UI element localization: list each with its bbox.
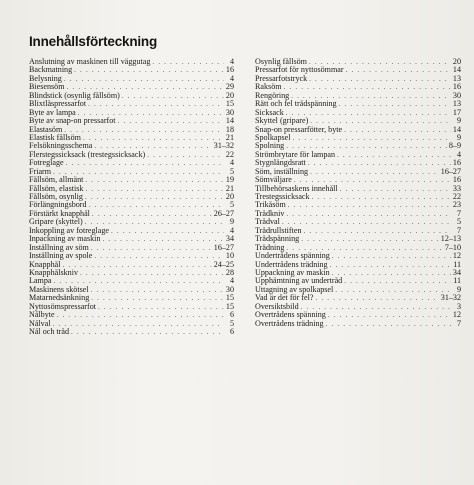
toc-entry — [29, 100, 234, 108]
dot-leader — [80, 269, 224, 277]
toc-entry-label: Övertrådens spänning — [255, 311, 326, 320]
dot-leader — [309, 58, 451, 66]
toc-entry-label: Söm, inställning — [255, 167, 309, 176]
toc-entry-label: Fållsöm, elastisk — [29, 184, 84, 193]
toc-entry-page-number: 22 — [225, 150, 234, 159]
toc-entry — [255, 235, 461, 243]
toc-entry-label: Uppackning av maskin — [255, 268, 330, 277]
toc-entry — [29, 159, 234, 167]
toc-entry — [29, 109, 234, 117]
toc-entry-label: Fållsöm, osynlig — [29, 193, 83, 201]
dot-leader — [57, 311, 224, 319]
toc-entry — [29, 92, 234, 100]
dot-leader — [78, 109, 224, 117]
toc-entry-page-number: 15 — [225, 100, 234, 109]
page-title: Innehållsförteckning — [29, 34, 158, 49]
dot-leader — [118, 117, 224, 125]
toc-entry-page-number: 6 — [229, 311, 234, 320]
toc-entry-page-number: 16 — [225, 66, 234, 75]
toc-entry — [255, 269, 461, 277]
toc-entry — [29, 210, 234, 218]
dot-leader — [328, 311, 451, 319]
toc-entry — [255, 244, 461, 252]
toc-entry-page-number: 29 — [225, 83, 234, 92]
toc-entry-page-number: 5 — [229, 201, 234, 210]
toc-entry — [29, 134, 234, 142]
dot-leader — [303, 227, 451, 235]
toc-entry-page-number: 14 — [225, 117, 234, 126]
toc-entry — [29, 126, 234, 134]
toc-entry-label: Pressarfot för nyttosömmar — [255, 66, 344, 75]
dot-leader — [92, 210, 212, 218]
toc-entry-page-number: 14 — [452, 66, 461, 75]
dot-leader — [94, 252, 224, 260]
dot-leader — [71, 328, 224, 336]
toc-entry-page-number: 9 — [456, 117, 461, 126]
dot-leader — [332, 252, 451, 260]
toc-entry-page-number: 20 — [225, 91, 234, 100]
toc-entry-label: Rätt och fel trådspänning — [255, 100, 337, 109]
toc-entry-label: Inställning av söm — [29, 243, 89, 252]
dot-leader — [88, 100, 224, 108]
dot-leader — [74, 66, 224, 74]
toc-entry-page-number: 30 — [225, 285, 234, 294]
toc-entry — [255, 311, 461, 319]
toc-entry-page-number: 30 — [225, 108, 234, 117]
toc-entry — [255, 58, 461, 66]
dot-leader — [284, 83, 451, 91]
toc-entry — [255, 176, 461, 184]
toc-entry — [29, 201, 234, 209]
toc-entry-label: Knapphålskniv — [29, 268, 79, 277]
toc-entry-label: Inkoppling av fotreglage — [29, 226, 110, 235]
dot-leader — [62, 261, 211, 269]
toc-left-column — [29, 58, 234, 336]
toc-entry-label: Spolning — [255, 142, 285, 151]
dot-leader — [291, 92, 451, 100]
toc-entry-label: Byte av lampa — [29, 108, 76, 117]
toc-entry-label: Översiktsbild — [255, 302, 299, 311]
toc-entry-label: Inpackning av maskin — [29, 235, 101, 244]
toc-entry-label: Trikåsöm — [255, 201, 286, 210]
toc-entry — [29, 294, 234, 302]
toc-entry — [29, 252, 234, 260]
toc-entry-label: Matarnedsänkning — [29, 294, 90, 303]
toc-entry-label: Uttagning av spolkapsel — [255, 285, 334, 294]
toc-entry-label: Förlängningsbord — [29, 201, 87, 210]
toc-entry-label: Trådval — [255, 218, 280, 227]
toc-entry-label: Maskinens skötsel — [29, 285, 89, 294]
toc-entry-label: Snap-on pressarfötter, byte — [255, 125, 343, 134]
dot-leader — [152, 58, 224, 66]
dot-leader — [301, 303, 451, 311]
dot-leader — [309, 75, 451, 83]
toc-entry-page-number: 13 — [452, 74, 461, 83]
dot-leader — [288, 201, 451, 209]
toc-entry-label: Osynlig fållsöm — [255, 58, 307, 66]
toc-entry-page-number: 17 — [452, 108, 461, 117]
toc-entry-page-number: 15 — [225, 294, 234, 303]
dot-leader — [111, 227, 224, 235]
toc-entry — [29, 168, 234, 176]
toc-entry-page-number: 7 — [456, 209, 461, 218]
toc-entry-label: Pressarfotstryck — [255, 74, 308, 83]
toc-entry — [255, 261, 461, 269]
toc-entry — [255, 126, 461, 134]
dot-leader — [346, 66, 451, 74]
dot-leader — [286, 244, 442, 252]
toc-entry-page-number: 4 — [229, 74, 234, 83]
dot-leader — [89, 201, 224, 209]
toc-entry — [29, 311, 234, 319]
toc-entry-page-number: 7 — [456, 319, 461, 328]
toc-entry-page-number: 31–32 — [213, 142, 234, 151]
dot-leader — [332, 269, 451, 277]
toc-entry-page-number: 34 — [225, 235, 234, 244]
dot-leader — [340, 185, 451, 193]
toc-entry — [255, 92, 461, 100]
toc-entry-page-number: 9 — [456, 285, 461, 294]
toc-entry-page-number: 26–27 — [213, 209, 234, 218]
toc-entry-label: Elastisk fållsöm — [29, 133, 81, 142]
toc-entry-page-number: 14 — [452, 125, 461, 134]
toc-entry-page-number: 12 — [452, 311, 461, 320]
toc-entry — [255, 210, 461, 218]
toc-entry-page-number: 18 — [225, 125, 234, 134]
toc-entry-page-number: 12 — [452, 252, 461, 261]
toc-entry-label: Övertrådens trädning — [255, 319, 324, 328]
toc-entry-label: Trådkniv — [255, 209, 285, 218]
toc-entry-label: Sicksack — [255, 108, 284, 117]
toc-entry-page-number: 22 — [452, 193, 461, 201]
toc-entry-label: Raksöm — [255, 83, 282, 92]
dot-leader — [122, 92, 224, 100]
toc-entry-page-number: 4 — [229, 159, 234, 168]
toc-entry — [29, 277, 234, 285]
dot-leader — [83, 134, 224, 142]
toc-entry-page-number: 28 — [225, 268, 234, 277]
toc-entry-label: Strömbrytare för lampan — [255, 150, 336, 159]
toc-entry-page-number: 12–13 — [440, 235, 461, 244]
dot-leader — [85, 185, 223, 193]
dot-leader — [312, 193, 451, 201]
dot-leader — [286, 109, 451, 117]
toc-entry-label: Vad är det för fel? — [255, 294, 314, 303]
dot-leader — [64, 75, 224, 83]
toc-entry — [255, 277, 461, 285]
toc-entry — [29, 176, 234, 184]
toc-entry-page-number: 31–32 — [440, 294, 461, 303]
toc-entry-label: Tillbehörsaskens innehåll — [255, 184, 338, 193]
dot-leader — [53, 320, 224, 328]
toc-entry — [255, 185, 461, 193]
dot-leader — [91, 244, 212, 252]
toc-entry-page-number: 11 — [453, 260, 461, 269]
toc-entry-page-number: 5 — [229, 167, 234, 176]
toc-entry-label: Backmatning — [29, 66, 73, 75]
dot-leader — [66, 159, 224, 167]
dot-leader — [85, 176, 224, 184]
toc-entry-label: Nålval — [29, 319, 51, 328]
toc-entry — [255, 320, 461, 328]
toc-entry-label: Felsökningsschema — [29, 142, 93, 151]
toc-entry-label: Inställning av spole — [29, 252, 93, 261]
dot-leader — [286, 142, 447, 150]
toc-entry-page-number: 4 — [229, 226, 234, 235]
toc-entry-page-number: 24–25 — [213, 260, 234, 269]
toc-entry-page-number: 21 — [225, 184, 234, 193]
toc-entry — [29, 328, 234, 336]
dot-leader — [315, 294, 438, 302]
toc-entry-label: Sömväljare — [255, 176, 292, 185]
dot-leader — [102, 235, 223, 243]
toc-entry-label: Friarm — [29, 167, 52, 176]
toc-entry-page-number: 6 — [229, 328, 234, 336]
toc-entry — [255, 117, 461, 125]
dot-leader — [310, 117, 451, 125]
toc-entry — [29, 218, 234, 226]
dot-leader — [53, 277, 224, 285]
toc-entry-page-number: 33 — [452, 184, 461, 193]
toc-entry-label: Trestegssicksack — [255, 193, 310, 201]
dot-leader — [335, 286, 451, 294]
dot-leader — [64, 126, 224, 134]
toc-entry — [255, 294, 461, 302]
toc-entry — [255, 252, 461, 260]
toc-entry-page-number: 16 — [452, 83, 461, 92]
dot-leader — [286, 210, 451, 218]
toc-entry — [29, 244, 234, 252]
toc-entry-label: Nyttosömspressarfot — [29, 302, 96, 311]
toc-entry-label: Rengöring — [255, 91, 290, 100]
dot-leader — [337, 151, 451, 159]
toc-entry — [29, 320, 234, 328]
dot-leader — [282, 218, 451, 226]
toc-entry — [255, 168, 461, 176]
dot-leader — [147, 151, 224, 159]
toc-entry — [29, 75, 234, 83]
dot-leader — [67, 83, 224, 91]
dot-leader — [326, 320, 451, 328]
toc-entry-label: Trådspänning — [255, 235, 300, 244]
toc-entry-label: Anslutning av maskinen till väggutag — [29, 58, 151, 66]
dot-leader — [339, 100, 451, 108]
toc-entry-page-number: 9 — [229, 218, 234, 227]
toc-entry — [255, 303, 461, 311]
toc-entry — [29, 227, 234, 235]
toc-entry-page-number: 13 — [452, 100, 461, 109]
toc-entry — [255, 227, 461, 235]
toc-entry-label: Flerstegssicksack (trestegssicksack) — [29, 150, 146, 159]
toc-entry-label: Lampa — [29, 277, 52, 286]
dot-leader — [85, 218, 224, 226]
toc-entry-page-number: 21 — [225, 133, 234, 142]
toc-entry-label: Spolkapsel — [255, 133, 291, 142]
toc-entry-page-number: 30 — [452, 91, 461, 100]
toc-entry-label: Stygnlängdsratt — [255, 159, 306, 168]
toc-entry-label: Nålbyte — [29, 311, 55, 320]
toc-entry-label: Belysning — [29, 74, 62, 83]
dot-leader — [85, 193, 224, 201]
toc-entry — [255, 83, 461, 91]
toc-entry — [29, 185, 234, 193]
toc-entry-page-number: 4 — [229, 277, 234, 286]
toc-entry-page-number: 8–9 — [448, 142, 461, 151]
toc-entry-label: Fållsöm, allmänt — [29, 176, 84, 185]
toc-entry-label: Blixtlåspressarfot — [29, 100, 87, 109]
toc-entry — [255, 218, 461, 226]
toc-entry-page-number: 20 — [225, 193, 234, 201]
toc-entry-label: Undertrådens spänning — [255, 252, 330, 261]
toc-entry — [29, 83, 234, 91]
dot-leader — [294, 176, 451, 184]
toc-entry-label: Elastasöm — [29, 125, 63, 134]
dot-leader — [91, 294, 224, 302]
toc-entry-page-number: 10 — [225, 252, 234, 261]
toc-entry-page-number: 20 — [452, 58, 461, 66]
toc-entry — [29, 117, 234, 125]
toc-entry — [29, 235, 234, 243]
toc-entry-label: Fotreglage — [29, 159, 64, 168]
dot-leader — [344, 277, 451, 285]
dot-leader — [53, 168, 224, 176]
toc-entry-label: Byte av snap-on pressarfot — [29, 117, 116, 126]
toc-entry-page-number: 16 — [452, 159, 461, 168]
toc-entry-page-number: 4 — [456, 150, 461, 159]
toc-entry — [29, 303, 234, 311]
toc-entry — [255, 159, 461, 167]
toc-right-column — [255, 58, 461, 328]
dot-leader — [91, 286, 224, 294]
toc-entry-label: Trådrullstiften — [255, 226, 302, 235]
toc-entry-page-number: 16–27 — [213, 243, 234, 252]
toc-entry — [29, 269, 234, 277]
toc-entry-page-number: 7–10 — [444, 243, 461, 252]
toc-entry-label: Undertrådens trädning — [255, 260, 328, 269]
toc-entry-page-number: 34 — [452, 268, 461, 277]
toc-entry — [29, 193, 234, 201]
toc-entry — [255, 134, 461, 142]
toc-entry-page-number: 9 — [456, 133, 461, 142]
toc-entry — [255, 66, 461, 74]
toc-entry — [255, 193, 461, 201]
toc-entry-label: Nål och tråd — [29, 328, 70, 336]
toc-entry — [255, 100, 461, 108]
toc-entry-label: Skyttel (gripare) — [255, 117, 309, 126]
dot-leader — [94, 142, 211, 150]
toc-entry — [255, 109, 461, 117]
toc-entry-label: Knapphål — [29, 260, 61, 269]
toc-entry-page-number: 16 — [452, 176, 461, 185]
toc-entry — [29, 286, 234, 294]
toc-entry-label: Upphämtning av undertråd — [255, 277, 343, 286]
toc-entry-label: Biesensöm — [29, 83, 65, 92]
toc-entry-label: Trädning — [255, 243, 285, 252]
dot-leader — [344, 126, 451, 134]
toc-entry-page-number: 4 — [229, 58, 234, 66]
dot-leader — [310, 168, 439, 176]
dot-leader — [301, 235, 439, 243]
toc-entry — [29, 66, 234, 74]
toc-entry — [29, 142, 234, 150]
toc-entry-page-number: 3 — [456, 302, 461, 311]
dot-leader — [98, 303, 224, 311]
toc-entry — [255, 75, 461, 83]
toc-entry — [29, 151, 234, 159]
toc-entry-page-number: 23 — [452, 201, 461, 210]
dot-leader — [330, 261, 451, 269]
toc-entry-label: Blindstick (osynlig fållsöm) — [29, 91, 120, 100]
dot-leader — [308, 159, 451, 167]
toc-entry — [255, 286, 461, 294]
toc-entry-page-number: 16–27 — [440, 167, 461, 176]
toc-entry-page-number: 11 — [453, 277, 461, 286]
toc-entry — [255, 151, 461, 159]
toc-entry-label: Förstärkt knapphål — [29, 209, 90, 218]
toc-entry — [255, 201, 461, 209]
dot-leader — [293, 134, 451, 142]
toc-entry — [255, 142, 461, 150]
toc-entry — [29, 261, 234, 269]
toc-entry-page-number: 7 — [456, 226, 461, 235]
toc-entry-page-number: 19 — [225, 176, 234, 185]
toc-entry-page-number: 5 — [456, 218, 461, 227]
toc-entry-page-number: 5 — [229, 319, 234, 328]
toc-entry-page-number: 15 — [225, 302, 234, 311]
toc-entry — [29, 58, 234, 66]
toc-entry-label: Gripare (skyttel) — [29, 218, 83, 227]
